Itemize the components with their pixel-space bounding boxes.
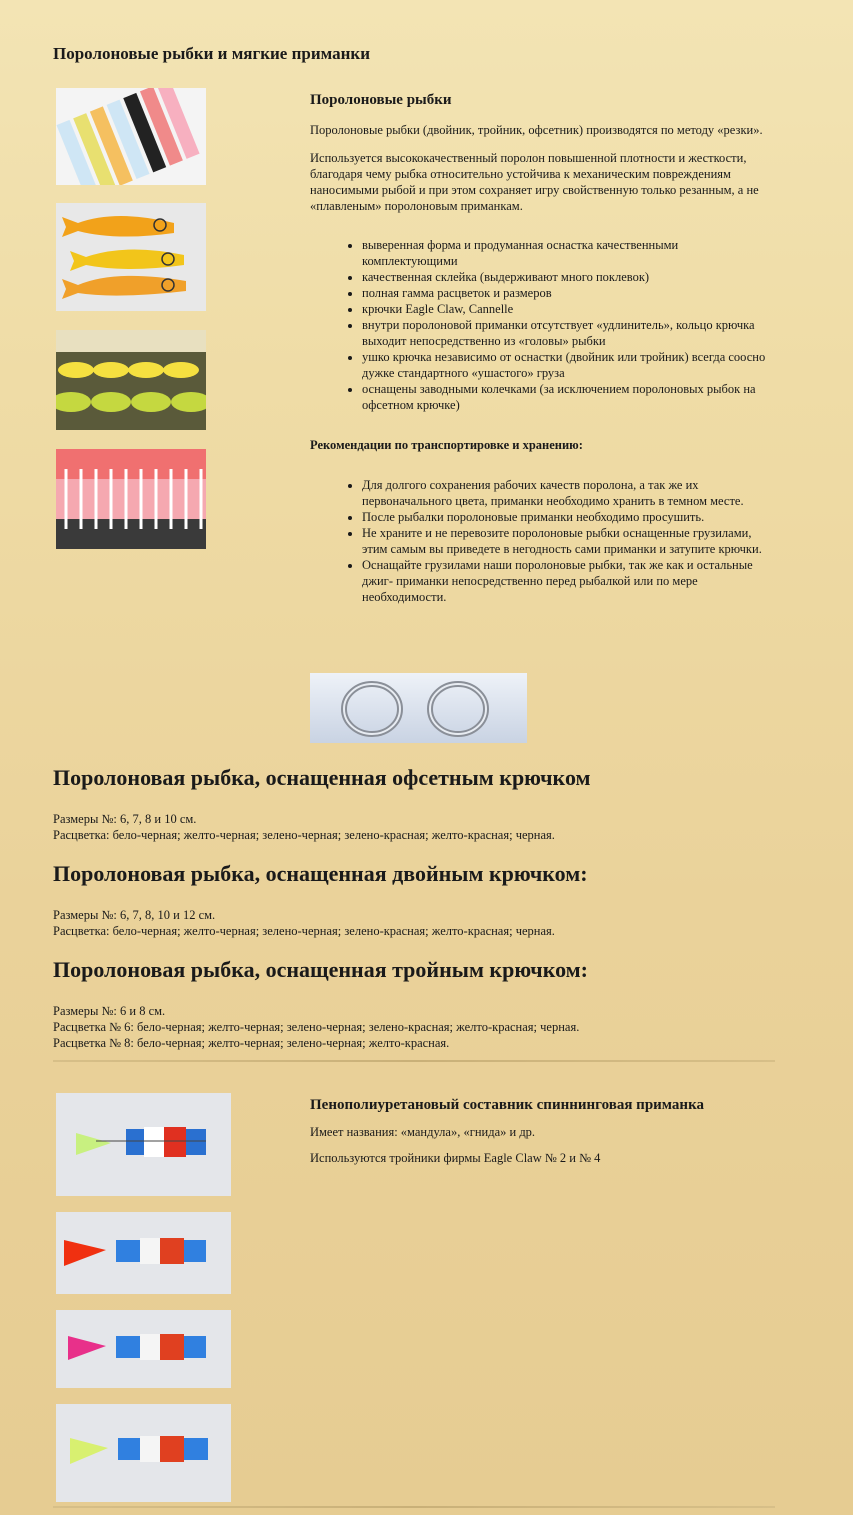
section-divider	[53, 1060, 775, 1062]
mandula-image-4	[56, 1404, 231, 1502]
foam-fish-rows-image	[56, 330, 206, 430]
feature-item: • оснащены заводными колечками (за исключением поролоновых рыбок на офсетном крючке)	[362, 381, 775, 413]
spec-line: Расцветка № 8: бело-черная; желто-черная; зелено-черная; желто-красная.	[53, 1036, 450, 1050]
offset-hook-specs	[53, 811, 555, 843]
spec-line: Размеры №: 6, 7, 8, 10 и 12 см.	[53, 908, 216, 922]
double-hook-section-title: Поролоновая рыбка, оснащенная двойным крючком:	[53, 861, 588, 886]
recommendation-item: • Оснащайте грузилами наши поролоновые рыбки, так же как и остальные джиг- приманки непосредственно перед рыбалкой или по мере необходимости.	[362, 557, 775, 605]
feature-item: • выверенная форма и продуманная оснастка качественными комплектующими	[362, 237, 775, 269]
mandula-description	[310, 1095, 775, 1166]
spec-line: Расцветка: бело-черная; желто-черная; зелено-черная; зелено-красная; желто-красная; черная.	[53, 924, 555, 938]
feature-item: • качественная склейка (выдерживают много поклевок)	[362, 269, 775, 285]
feature-item: • крючки Eagle Claw, Cannelle	[362, 301, 775, 317]
recommendation-item: • Для долгого сохранения рабочих качеств поролона, а так же их первоначального цвета, приманки необходимо хранить в темном месте.	[362, 477, 775, 509]
feature-item: • внутри поролоновой приманки отсутствует «удлинитель», кольцо крючка выходит непосредственно из «головы» рыбки	[362, 317, 775, 349]
recommendation-item: • Не храните и не перевозите поролоновые рыбки оснащенные грузилами, этим самым вы приведете в негодность сами приманки и затупите крючки.	[362, 525, 775, 557]
mandula-paragraph-2: Используются тройники фирмы Eagle Claw № 2 и № 4	[310, 1151, 601, 1165]
mandula-paragraph-1: Имеет названия: «мандула», «гнида» и др.	[310, 1125, 536, 1139]
foam-paragraph-1: Поролоновые рыбки (двойник, тройник, офсетник) производятся по методу «резки».	[310, 123, 763, 137]
mandula-image-1	[56, 1093, 231, 1196]
offset-hook-section-title: Поролоновая рыбка, оснащенная офсетным крючком	[53, 765, 591, 790]
foam-fish-image	[56, 203, 206, 311]
bottom-divider	[53, 1506, 775, 1508]
recommendations-list	[310, 477, 775, 605]
features-list	[310, 237, 775, 413]
split-rings-image	[310, 673, 527, 743]
pink-foam-fish-image	[56, 449, 206, 549]
spec-line: Размеры №: 6, 7, 8 и 10 см.	[53, 812, 197, 826]
foam-description	[310, 90, 775, 605]
page-title: Поролоновые рыбки и мягкие приманки	[53, 44, 370, 63]
recommendations-heading: Рекомендации по транспортировке и хранению:	[310, 438, 583, 452]
mandula-image-3	[56, 1310, 231, 1388]
treble-hook-specs	[53, 1003, 579, 1051]
foam-heading: Поролоновые рыбки	[310, 92, 452, 108]
mandula-image-2	[56, 1212, 231, 1294]
mandula-heading: Пенополиуретановый составник спиннинговая приманка	[310, 1097, 704, 1113]
feature-item: • полная гамма расцветок и размеров	[362, 285, 775, 301]
foam-paragraph-2: Используется высококачественный поролон повышенной плотности и жесткости, благодаря чему рыбка относительно устойчива к механическим повреждениям наносимыми рыбой и при этом сохраняет игру свойственную только резанным, а не «плавленым» поролоновым приманкам.	[310, 151, 759, 213]
recommendation-item: • После рыбалки поролоновые приманки необходимо просушить.	[362, 509, 775, 525]
spec-line: Расцветка № 6: бело-черная; желто-черная; зелено-черная; зелено-красная; желто-красная; черная.	[53, 1020, 580, 1034]
treble-hook-section-title: Поролоновая рыбка, оснащенная тройным крючком:	[53, 957, 588, 982]
double-hook-specs	[53, 907, 555, 939]
spec-line: Расцветка: бело-черная; желто-черная; зелено-черная; зелено-красная; желто-красная; черная.	[53, 828, 555, 842]
spec-line: Размеры №: 6 и 8 см.	[53, 1004, 166, 1018]
feature-item: • ушко крючка независимо от оснастки (двойник или тройник) всегда соосно дужке стандартного «ушастого» груза	[362, 349, 775, 381]
foam-fish-packs-image	[56, 88, 206, 185]
